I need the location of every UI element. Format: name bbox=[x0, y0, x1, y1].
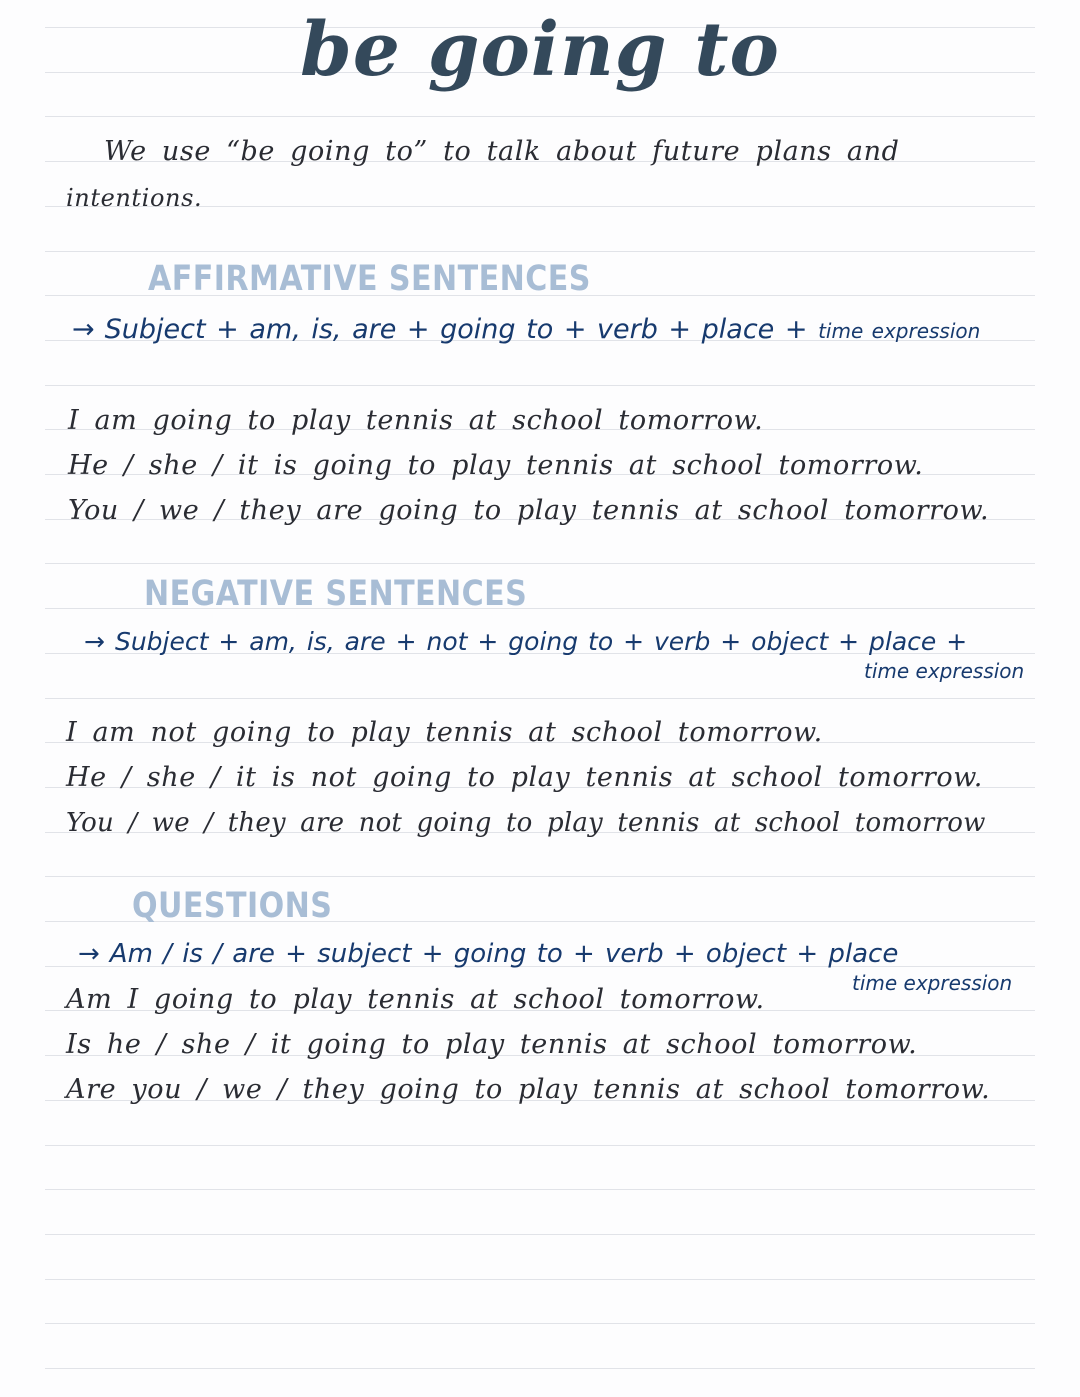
ruled-line bbox=[45, 1368, 1035, 1369]
ruled-line bbox=[45, 1279, 1035, 1280]
ruled-line bbox=[45, 385, 1035, 386]
question-example-2: Is he / she / it going to play tennis at school tomorrow. bbox=[66, 1029, 918, 1060]
affirmative-formula-tail: time expression bbox=[818, 319, 981, 343]
arrow-right-icon: → bbox=[72, 314, 95, 345]
arrow-right-icon: → bbox=[78, 939, 100, 969]
question-example-1: Am I going to play tennis at school tomorrow. bbox=[66, 984, 765, 1015]
ruled-line bbox=[45, 698, 1035, 699]
questions-formula-main: Am / is / are + subject + going to + verb + object + place bbox=[109, 939, 899, 969]
questions-formula bbox=[78, 936, 898, 972]
question-example-3: Are you / we / they going to play tennis at school tomorrow. bbox=[66, 1074, 991, 1105]
arrow-right-icon: → bbox=[84, 627, 105, 656]
questions-formula-tail: time expression bbox=[852, 971, 1013, 995]
ruled-line bbox=[45, 1189, 1035, 1190]
ruled-line bbox=[45, 1234, 1035, 1235]
ruled-line bbox=[45, 1323, 1035, 1324]
intro-line-2: intentions. bbox=[66, 184, 203, 212]
ruled-line bbox=[45, 876, 1035, 877]
negative-example-3: You / we / they are not going to play tennis at school tomorrow bbox=[66, 808, 986, 838]
affirmative-example-2: He / she / it is going to play tennis at school tomorrow. bbox=[68, 450, 924, 481]
affirmative-heading: AFFIRMATIVE SENTENCES bbox=[148, 259, 591, 299]
negative-example-1: I am not going to play tennis at school tomorrow. bbox=[66, 717, 823, 748]
intro-line-1: We use “be going to” to talk about future plans and bbox=[104, 136, 900, 167]
negative-heading: NEGATIVE SENTENCES bbox=[144, 574, 528, 614]
ruled-line bbox=[45, 1145, 1035, 1146]
affirmative-example-1: I am going to play tennis at school tomorrow. bbox=[68, 405, 764, 436]
questions-heading: QUESTIONS bbox=[132, 886, 333, 926]
ruled-line bbox=[45, 563, 1035, 564]
negative-example-2: He / she / it is not going to play tennis at school tomorrow. bbox=[66, 762, 983, 793]
affirmative-formula-main: Subject + am, is, are + going to + verb + place + bbox=[104, 314, 808, 345]
negative-formula bbox=[84, 624, 967, 660]
affirmative-formula bbox=[72, 312, 980, 349]
negative-formula-main: Subject + am, is, are + not + going to + verb + object + place + bbox=[114, 627, 968, 656]
ruled-line bbox=[45, 251, 1035, 252]
affirmative-example-3: You / we / they are going to play tennis at school tomorrow. bbox=[68, 495, 990, 526]
negative-formula-tail: time expression bbox=[864, 659, 1025, 683]
ruled-line bbox=[45, 116, 1035, 117]
page-title: be going to bbox=[300, 7, 780, 93]
